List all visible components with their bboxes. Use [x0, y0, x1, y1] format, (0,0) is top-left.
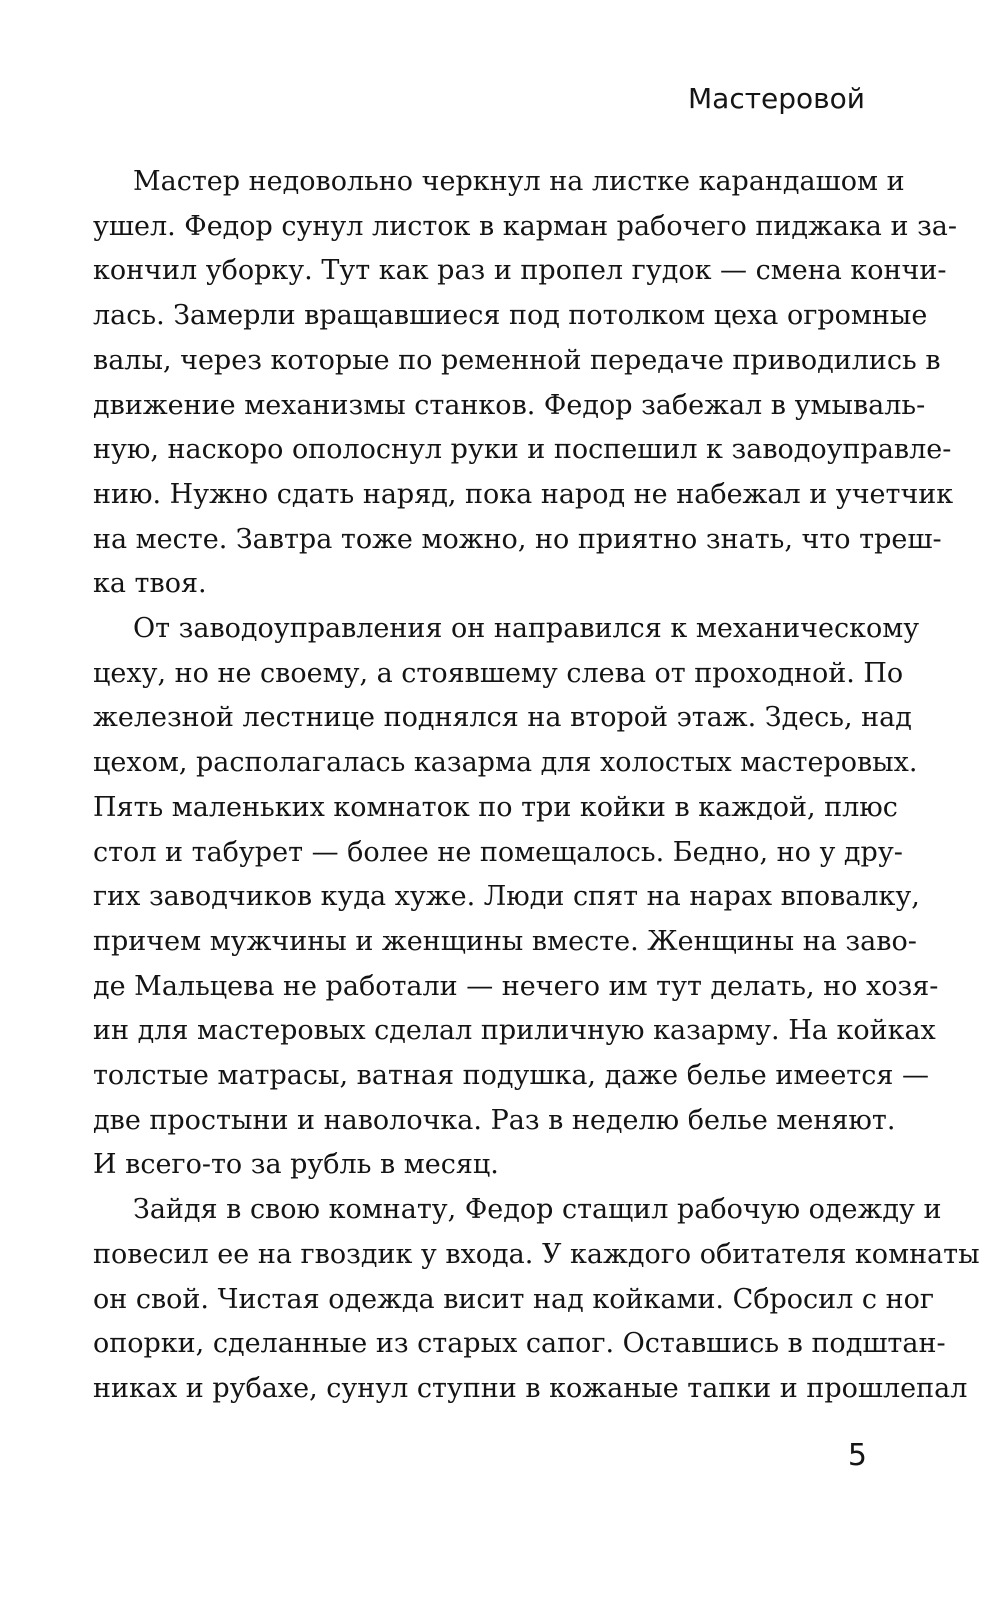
text-line: От заводоуправления он направился к механическому [133, 613, 920, 645]
body-text [93, 160, 980, 1412]
text-line: толстые матрасы, ватная подушка, даже белье имеется — [93, 1060, 929, 1092]
text-line: валы, через которые по ременной передаче приводились в [93, 344, 941, 376]
text-line: Пять маленьких комнаток по три койки в каждой, плюс [93, 791, 898, 823]
text-line: опорки, сделанные из старых сапог. Оставшись в подштан- [93, 1328, 946, 1360]
text-line: повесил ее на гвоздик у входа. У каждого обитателя комнаты [93, 1238, 980, 1270]
text-line: ка твоя. [93, 568, 207, 600]
text-line: цехом, располагалась казарма для холостых мастеровых. [93, 747, 918, 779]
text-line: Мастер недовольно черкнул на листке карандашом и [133, 166, 905, 197]
text-line: причем мужчины и женщины вместе. Женщины на заво- [93, 925, 917, 957]
text-line: И всего-то за рубль в месяц. [93, 1149, 499, 1181]
text-line: никах и рубахе, сунул ступни в кожаные тапки и прошлепал [93, 1372, 968, 1404]
text-line: цеху, но не своему, а стоявшему слева от проходной. По [93, 657, 904, 689]
text-line: стол и табурет — более не помещалось. Бедно, но у дру- [93, 836, 903, 868]
text-line: де Мальцева не работали — нечего им тут делать, но хозя- [93, 970, 939, 1002]
text-line: нию. Нужно сдать наряд, пока народ не набежал и учетчик [93, 478, 954, 510]
text-line: лась. Замерли вращавшиеся под потолком цеха огромные [93, 300, 928, 332]
text-line: две простыни и наволочка. Раз в неделю белье меняют. [93, 1104, 896, 1136]
text-line: железной лестнице поднялся на второй этаж. Здесь, над [93, 702, 912, 734]
text-line: движение механизмы станков. Федор забежал в умываль- [93, 389, 926, 421]
page-number: 5 [847, 1438, 867, 1473]
text-line: ушел. Федор сунул листок в карман рабочего пиджака и за- [93, 210, 958, 242]
paragraph-3 [93, 1188, 980, 1412]
text-line: кончил уборку. Тут как раз и пропел гудок — смена кончи- [93, 255, 947, 287]
text-line: он свой. Чистая одежда висит над койками. Сбросил с ног [93, 1283, 935, 1315]
paragraph-2 [93, 607, 939, 1188]
text-line: на месте. Завтра тоже можно, но приятно знать, что треш- [93, 523, 942, 555]
text-line: ную, наскоро ополоснул руки и поспешил к заводоуправле- [93, 434, 952, 466]
paragraph-1 [93, 160, 958, 607]
text-line: Зайдя в свою комнату, Федор стащил рабочую одежду и [133, 1194, 942, 1226]
running-title: Мастеровой [688, 82, 865, 115]
text-line: ин для мастеровых сделал приличную казарму. На койках [93, 1015, 936, 1047]
text-line: гих заводчиков куда хуже. Люди спят на нарах вповалку, [93, 881, 920, 913]
